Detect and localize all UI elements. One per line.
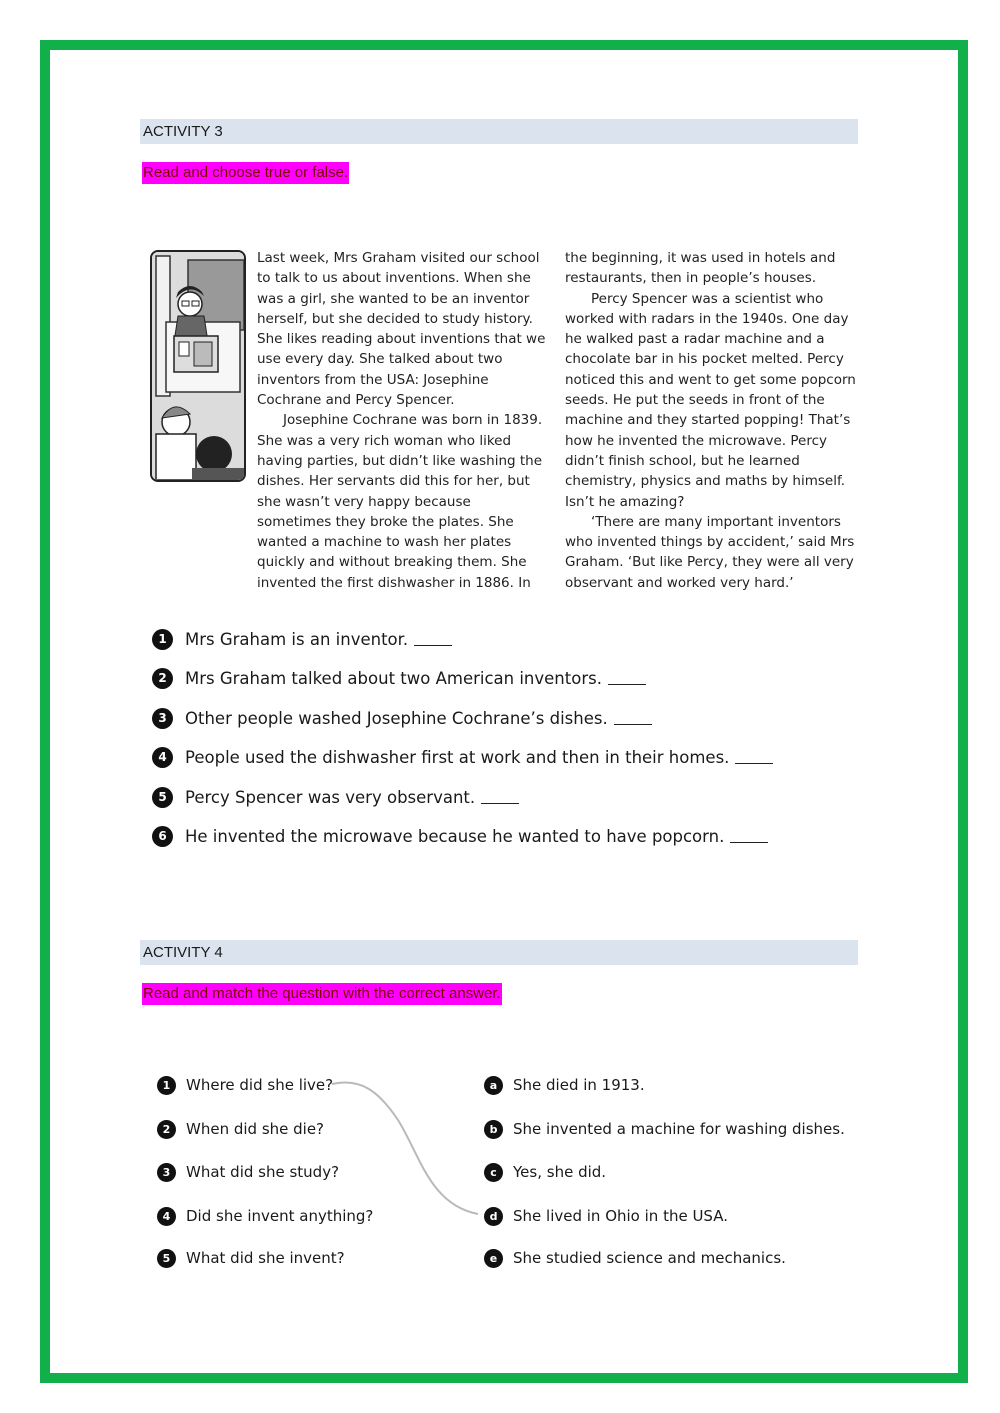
number-badge: 2 xyxy=(152,668,173,689)
question-item xyxy=(152,626,452,652)
match-question[interactable] xyxy=(157,1118,324,1140)
activity-4-instruction: Read and match the question with the correct answer. xyxy=(142,983,502,1005)
inventor-illustration xyxy=(150,250,246,482)
letter-badge: e xyxy=(484,1249,503,1268)
match-answer-text: Yes, she did. xyxy=(513,1163,607,1181)
number-badge: 5 xyxy=(157,1249,176,1268)
match-question-text: Where did she live? xyxy=(186,1076,334,1094)
match-question[interactable] xyxy=(157,1074,333,1096)
number-badge: 4 xyxy=(152,747,173,768)
match-question-text: Did she invent anything? xyxy=(186,1207,374,1225)
paragraph: Percy Spencer was a scientist who worked with radars in the 1940s. One day he walked past a radar machine and a chocolate bar in his pocket melted. Percy noticed this and went to get some popcorn seeds. He put the seeds in front of the machine and they started popping! That’s how he invented the microwave. Percy didn’t finish school, but he learned chemistry, physics and maths by himself. Isn’t he amazing? xyxy=(565,290,856,510)
question-item xyxy=(152,665,646,691)
paragraph: Last week, Mrs Graham visited our school to talk to us about inventions. When she was a girl, she wanted to be an inventor herself, but she decided to study history. She likes reading about inventions that we use every day. She talked about two inventors from the USA: Josephine Cochrane and Percy Spencer. xyxy=(257,250,546,409)
number-badge: 2 xyxy=(157,1120,176,1139)
match-answer[interactable] xyxy=(484,1161,606,1183)
question-item xyxy=(152,744,773,770)
reading-column-2 xyxy=(565,248,857,593)
question-item xyxy=(152,823,768,849)
number-badge: 3 xyxy=(157,1163,176,1182)
match-answer[interactable] xyxy=(484,1074,645,1096)
classroom-image xyxy=(152,252,244,480)
question-text: People used the dishwasher first at work and then in their homes. xyxy=(185,747,730,767)
number-badge: 1 xyxy=(152,629,173,650)
number-badge: 6 xyxy=(152,826,173,847)
activity-4-header: ACTIVITY 4 xyxy=(140,940,858,965)
letter-badge: d xyxy=(484,1207,503,1226)
number-badge: 5 xyxy=(152,787,173,808)
paragraph: ‘There are many important inventors who invented things by accident,’ said Mrs Graham. ‘But like Percy, they were all very observant and worked very hard.’ xyxy=(565,513,855,591)
paragraph: the beginning, it was used in hotels and restaurants, then in people’s houses. xyxy=(565,250,836,287)
match-answer-text: She lived in Ohio in the USA. xyxy=(513,1207,728,1225)
match-question[interactable] xyxy=(157,1161,339,1183)
number-badge: 4 xyxy=(157,1207,176,1226)
letter-badge: b xyxy=(484,1120,503,1139)
answer-blank[interactable] xyxy=(730,830,768,843)
match-question[interactable] xyxy=(157,1247,345,1269)
reading-column-1 xyxy=(257,248,549,593)
match-question-text: What did she invent? xyxy=(186,1249,345,1267)
question-text: Other people washed Josephine Cochrane’s dishes. xyxy=(185,708,608,728)
number-badge: 3 xyxy=(152,708,173,729)
activity-3-header: ACTIVITY 3 xyxy=(140,119,858,144)
match-answer[interactable] xyxy=(484,1205,728,1227)
match-question[interactable] xyxy=(157,1205,373,1227)
answer-blank[interactable] xyxy=(608,672,646,685)
question-item xyxy=(152,784,519,810)
match-question-text: When did she die? xyxy=(186,1120,325,1138)
match-answer-text: She studied science and mechanics. xyxy=(513,1249,786,1267)
answer-blank[interactable] xyxy=(735,751,773,764)
match-answer[interactable] xyxy=(484,1118,845,1140)
letter-badge: a xyxy=(484,1076,503,1095)
activity-3-instruction: Read and choose true or false. xyxy=(142,162,349,184)
question-text: Mrs Graham is an inventor. xyxy=(185,629,409,649)
question-text: Percy Spencer was very observant. xyxy=(185,787,476,807)
letter-badge: c xyxy=(484,1163,503,1182)
answer-blank[interactable] xyxy=(614,712,652,725)
paragraph: Josephine Cochrane was born in 1839. She was a very rich woman who liked having parties, but didn’t like washing the dishes. Her servants did this for her, but she wasn’t very happy because sometimes they broke the plates. She wanted a machine to wash her plates quickly and without breaking them. She invented the first dishwasher in 1886. In xyxy=(257,412,543,591)
answer-blank[interactable] xyxy=(481,791,519,804)
answer-blank[interactable] xyxy=(414,633,452,646)
match-answer-text: She invented a machine for washing dishes. xyxy=(513,1120,845,1138)
match-answer-text: She died in 1913. xyxy=(513,1076,645,1094)
question-item xyxy=(152,705,652,731)
match-question-text: What did she study? xyxy=(186,1163,340,1181)
number-badge: 1 xyxy=(157,1076,176,1095)
question-text: Mrs Graham talked about two American inventors. xyxy=(185,668,602,688)
question-text: He invented the microwave because he wanted to have popcorn. xyxy=(185,826,725,846)
match-answer[interactable] xyxy=(484,1247,786,1269)
